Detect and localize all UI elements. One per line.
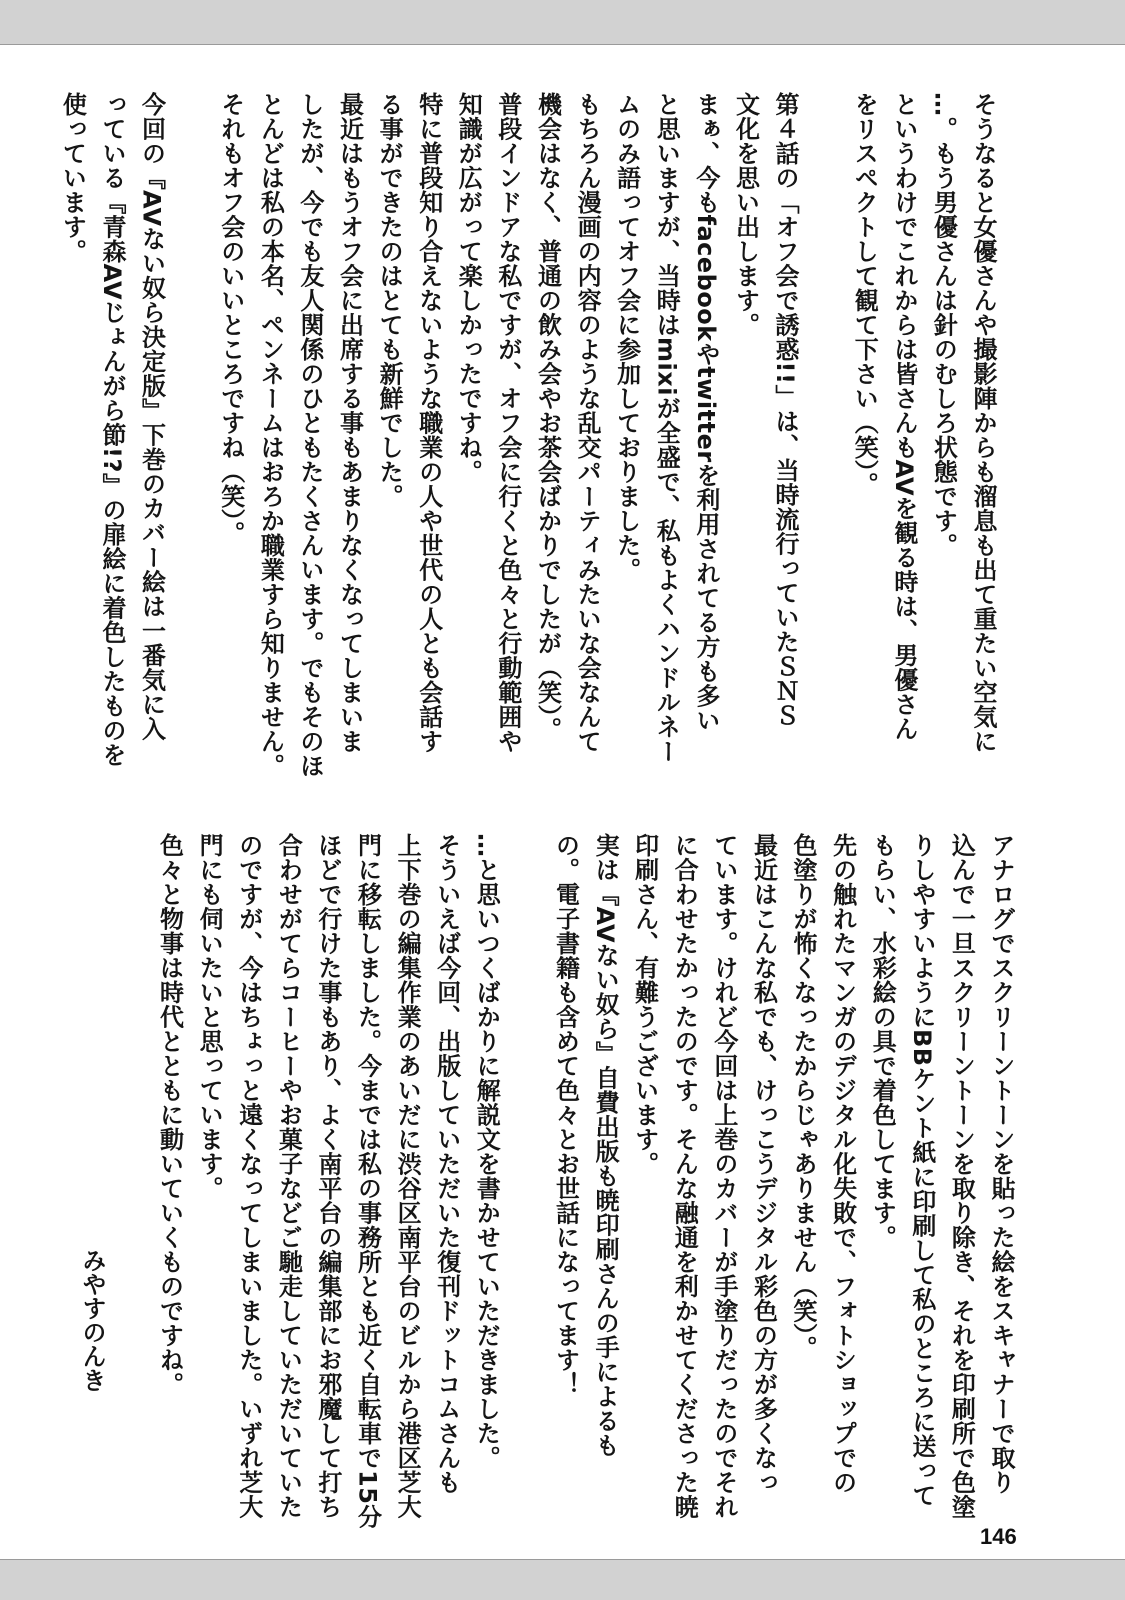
text-line: 門に移転しました。今までは私の事務所とも近く自転車で15分 (353, 833, 382, 1529)
text-line: のですが、今はちょっと遠くなってしまいました。いずれ芝大 (234, 833, 263, 1519)
top-scan-border (0, 0, 1125, 45)
text-line: もらい、水彩絵の具で着色してます。 (868, 833, 897, 1250)
blank-line (505, 833, 545, 1545)
text-line: そういえば今回、出版していただいた復刊ドットコムさんも (432, 833, 461, 1495)
text-line: ムのみ語ってオフ会に参加しておりました。 (612, 92, 641, 582)
blank-line (171, 92, 211, 804)
text-line: の。電子書籍も含めて色々とお世話になってます！ (551, 833, 580, 1397)
text-line: っている『青森AVじょんがら節!?』の扉絵に着色したものを (97, 92, 126, 767)
text-line: そうなると女優さんや撮影陣からも溜息も出て重たい空気に (969, 92, 997, 754)
text-line: したが、今でも友人関係のひともたくさんいます。でもそのほ (295, 92, 324, 778)
text-line: をリスペクトして観て下さい（笑）。 (850, 92, 879, 497)
text-line: 最近はもうオフ会に出席する事もあまりなくなってしまいま (335, 92, 364, 754)
text-line: もちろん漫画の内容のような乱交パーティみたいな会なんて (573, 92, 602, 754)
text-line: と思いますが、当時はmixiが全盛で、私もよくハンドルネー (652, 92, 681, 764)
signature (78, 1248, 192, 1548)
text-line: 実は『AVない奴ら』自費出版も暁印刷さんの手によるも (591, 833, 620, 1458)
text-line: 最近はこんな私でも、けっこうデジタル彩色の方が多くなっ (749, 833, 778, 1495)
author-name: みやすのんき (78, 1248, 106, 1392)
text-line: アナログでスクリーントーンを貼った絵をスキャナーで取り (987, 833, 1015, 1495)
text-line: 込んで一旦スクリーントーンを取り除き、それを印刷所で色塗 (947, 833, 976, 1519)
text-line: ほどで行けた事もあり、よく南平台の編集部にお邪魔して打ち (313, 833, 342, 1519)
text-line: …。もう男優さんは針のむしろ状態です。 (929, 92, 958, 558)
blank-line (804, 92, 844, 804)
text-line: 特に普段知り合えないような職業の人や世代の人とも会話す (414, 92, 443, 754)
text-line: とんどは私の本名、ペンネームはおろか職業すら知りません。 (256, 92, 285, 778)
text-line: 普段インドアな私ですが、オフ会に行くと色々と行動範囲や (493, 92, 522, 754)
text-line: 色塗りが怖くなったからじゃありません（笑）。 (789, 833, 818, 1360)
text-line: 上下巻の編集作業のあいだに渋谷区南平台のビルから港区芝大 (393, 833, 422, 1519)
text-line: ています。けれど今回は上巻のカバーが手塗りだったのでそれ (709, 833, 738, 1519)
text-line: 知識が広がって楽しかったですね。 (454, 92, 483, 484)
text-line: 門にも伺いたいと思っています。 (195, 833, 224, 1201)
text-line: 合わせがてらコーヒーやお菓子などご馳走していただいていた (274, 833, 303, 1519)
text-line: まぁ、今もfacebookやtwitterを利用されてる方も多い (691, 92, 720, 733)
text-line: というわけでこれからは皆さんもAVを観る時は、男優さん (889, 92, 918, 742)
text-line: 文化を思い出します。 (731, 92, 760, 337)
text-line: 今回の『AVない奴ら決定版』下巻のカバー絵は一番気に入 (137, 92, 166, 742)
page-number: 146 (980, 1524, 1017, 1549)
text-line: 使っています。 (58, 92, 87, 264)
text-line: 印刷さん、有難うございます。 (630, 833, 659, 1176)
text-line: 色々と物事は時代とともに動いていくものですね。 (155, 833, 184, 1397)
text-line: …と思いつくばかりに解説文を書かせていただきました。 (472, 833, 501, 1470)
text-line: 機会はなく、普通の飲み会やお茶会ばかりでしたが（笑）。 (533, 92, 562, 742)
text-line: りしやすいようにBBケント紙に印刷して私のところに送って (907, 833, 936, 1508)
text-line: に合わせたかったのです。そんな融通を利かせてくださった暁 (670, 833, 699, 1519)
lower-text-column (155, 833, 1020, 1545)
text-line: 先の触れたマンガのデジタル化失敗で、フォトショップでの (828, 833, 857, 1495)
bottom-scan-border (0, 1559, 1125, 1600)
upper-text-column (58, 92, 1002, 804)
text-line: る事ができたのはとても新鮮でした。 (375, 92, 404, 509)
text-line: それもオフ会のいいところですね（笑）。 (216, 92, 245, 546)
text-line: 第４話の「オフ会で誘惑!!」は、当時流行っていたＳＮＳ (771, 92, 800, 728)
